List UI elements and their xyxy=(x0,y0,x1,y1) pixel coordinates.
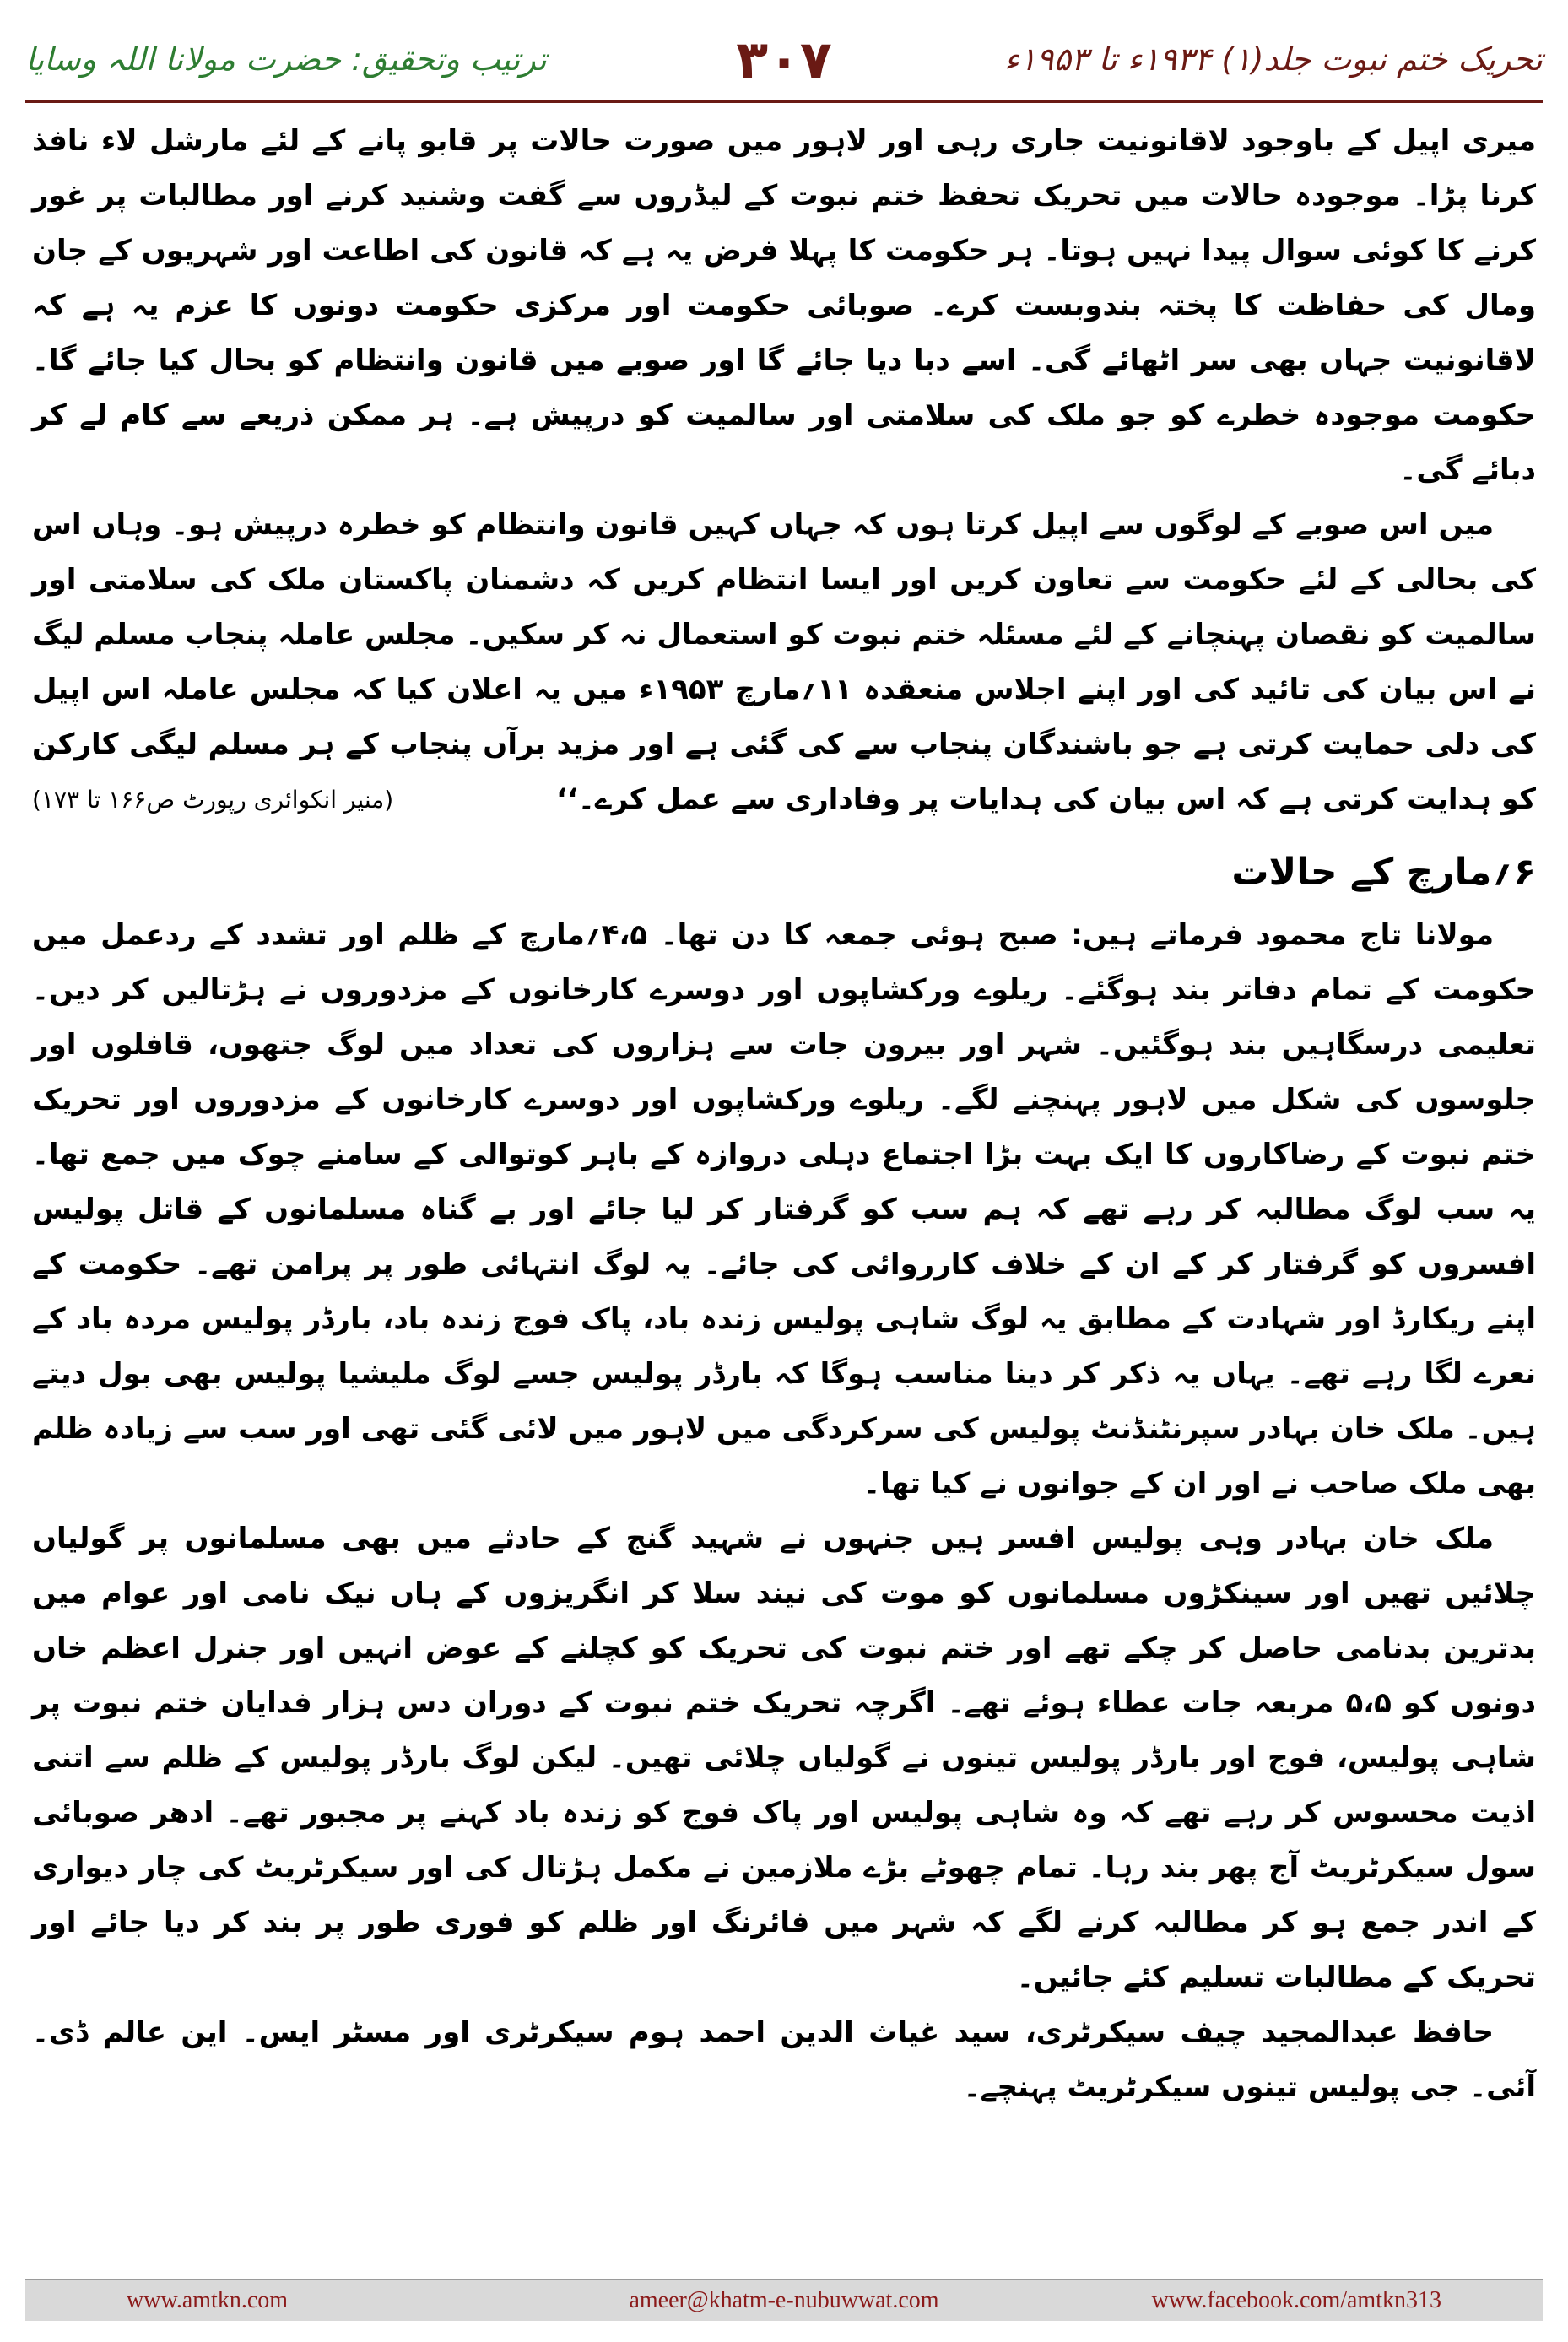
page-header xyxy=(25,25,1543,101)
header-divider xyxy=(25,100,1543,103)
paragraph-3: مولانا تاج محمود فرماتے ہیں: صبح ہوئی جمعہ کا دن تھا۔ ۴،۵؍مارچ کے ظلم اور تشدد کے ردعمل میں حکومت کے تمام دفاتر بند ہوگئے۔ ریلوے ورکشاپوں اور دوسرے کارخانوں کے مزدوروں نے ہڑتالیں کر دیں۔ تعلیمی درسگاہیں بند ہوگئیں۔ شہر اور بیرون جات سے ہزاروں کی تعداد میں لوگ جتھوں، قافلوں اور جلوسوں کی شکل میں لاہور پہنچنے لگے۔ ریلوے ورکشاپوں اور دوسرے کارخانوں کے مزدوروں اور تحریک ختم نبوت کے رضاکاروں کا ایک بہت بڑا اجتماع دہلی دروازہ کے باہر کوتوالی کے سامنے چوک میں جمع تھا۔ یہ سب لوگ مطالبہ کر رہے تھے کہ ہم سب کو گرفتار کر لیا جائے اور بے گناہ مسلمانوں کے قاتل پولیس افسروں کو گرفتار کر کے ان کے خلاف کارروائی کی جائے۔ یہ لوگ انتہائی طور پر پرامن تھے۔ حکومت کے اپنے ریکارڈ اور شہادت کے مطابق یہ لوگ شاہی پولیس زندہ باد، پاک فوج زندہ باد، بارڈر پولیس مردہ باد کے نعرے لگا رہے تھے۔ یہاں یہ ذکر کر دینا مناسب ہوگا کہ بارڈر پولیس جسے لوگ ملیشیا پولیس بھی بول دیتے ہیں۔ ملک خان بہادر سپرنٹنڈنٹ پولیس کی سرکردگی میں لاہور میں لائی گئی تھی اور سب سے زیادہ ظلم بھی ملک صاحب نے اور ان کے جوانوں نے کیا تھا۔ xyxy=(32,918,1536,1501)
paragraph-5: حافظ عبدالمجید چیف سیکرٹری، سید غیاث الدین احمد ہوم سیکرٹری اور مسٹر ایس۔ این عالم ڈی۔ آئی۔ جی پولیس تینوں سیکرٹریٹ پہنچے۔ xyxy=(32,2015,1536,2104)
page-footer xyxy=(25,2279,1543,2321)
book-title: تحریک ختم نبوت جلد(۱) ۱۹۳۴ء تا ۱۹۵۳ء xyxy=(1003,41,1543,78)
website-link[interactable]: www.amtkn.com xyxy=(127,2287,289,2313)
paragraph-1: میری اپیل کے باوجود لاقانونیت جاری رہی اور لاہور میں صورت حالات پر قابو پانے کے لئے مارشل لاء نافذ کرنا پڑا۔ موجودہ حالات میں تحریک تحفظ ختم نبوت کے لیڈروں سے گفت وشنید کرنے اور مطالبات پر غور کرنے کا کوئی سوال پیدا نہیں ہوتا۔ ہر حکومت کا پہلا فرض یہ ہے کہ قانون کی اطاعت اور شہریوں کے جان ومال کی حفاظت کا پختہ بندوبست کرے۔ صوبائی حکومت اور مرکزی حکومت دونوں کا عزم یہ ہے کہ لاقانونیت جہاں بھی سر اٹھائے گی۔ اسے دبا دیا جائے گا اور صوبے میں قانون وانتظام کو بحال کیا جائے گا۔ حکومت موجودہ خطرے کو جو ملک کی سلامتی اور سالمیت کو درپیش ہے۔ ہر ممکن ذریعے سے کام لے کر دبائے گی۔ xyxy=(32,124,1536,487)
compiler-credit: ترتیب وتحقیق: حضرت مولانا اللہ وسایا xyxy=(25,41,547,78)
page-body xyxy=(32,114,1536,2232)
paragraph-4: ملک خان بہادر وہی پولیس افسر ہیں جنہوں نے شہید گنج کے حادثے میں بھی مسلمانوں پر گولیاں چلائیں تھیں اور سینکڑوں مسلمانوں کو موت کی نیند سلا کر انگریزوں کے ہاں نیک نامی اور عوام میں بدترین بدنامی حاصل کر چکے تھے اور ختم نبوت کی تحریک کو کچلنے کے عوض انہیں اور جنرل اعظم خاں دونوں کو ۵،۵ مربعہ جات عطاء ہوئے تھے۔ اگرچہ تحریک ختم نبوت کے دوران دس ہزار فدایان ختم نبوت پر شاہی پولیس، فوج اور بارڈر پولیس تینوں نے گولیاں چلائی تھیں۔ لیکن لوگ بارڈر پولیس کے ظلم سے اتنی اذیت محسوس کر رہے تھے کہ وہ شاہی پولیس اور پاک فوج کو زندہ باد کہنے پر مجبور تھے۔ ادھر صوبائی سول سیکرٹریٹ آج پھر بند رہا۔ تمام چھوٹے بڑے ملازمین نے مکمل ہڑتال کی اور سیکرٹریٹ کی چار دیواری کے اندر جمع ہو کر مطالبہ کرنے لگے کہ شہر میں فائرنگ اور ظلم کو فوری طور پر بند کر دیا جائے اور تحریک کے مطالبات تسلیم کئے جائیں۔ xyxy=(32,1522,1536,1994)
facebook-link[interactable]: www.facebook.com/amtkn313 xyxy=(1151,2287,1441,2313)
paragraph-2 xyxy=(32,498,1536,827)
page-number: ۳۰۷ xyxy=(736,29,832,90)
paragraph-2-text: میں اس صوبے کے لوگوں سے اپیل کرتا ہوں کہ جہاں کہیں قانون وانتظام کو خطرہ درپیش ہو۔ وہاں اس کی بحالی کے لئے حکومت سے تعاون کریں اور ایسا انتظام کریں کہ دشمنان پاکستان ملک کی سلامتی اور سالمیت کو نقصان پہنچانے کے لئے مسئلہ ختم نبوت کو استعمال نہ کر سکیں۔ مجلس عاملہ پنجاب مسلم لیگ نے اس بیان کی تائید کی اور اپنے اجلاس منعقدہ ۱۱؍مارچ ۱۹۵۳ء میں یہ اعلان کیا کہ مجلس عاملہ اس اپیل کی دلی حمایت کرتی ہے جو باشندگان پنجاب سے کی گئی ہے اور مزید برآں پنجاب کے ہر مسلم لیگی کارکن کو ہدایت کرتی ہے کہ اس بیان کی ہدایات پر وفاداری سے عمل کرے۔‘‘ xyxy=(32,508,1536,816)
reference-citation: (منیر انکوائری رپورٹ ص۱۶۶ تا ۱۷۳) xyxy=(32,786,394,814)
email-link[interactable]: ameer@khatm-e-nubuwwat.com xyxy=(629,2287,939,2313)
section-heading: ۶؍مارچ کے حالات xyxy=(1231,851,1536,894)
